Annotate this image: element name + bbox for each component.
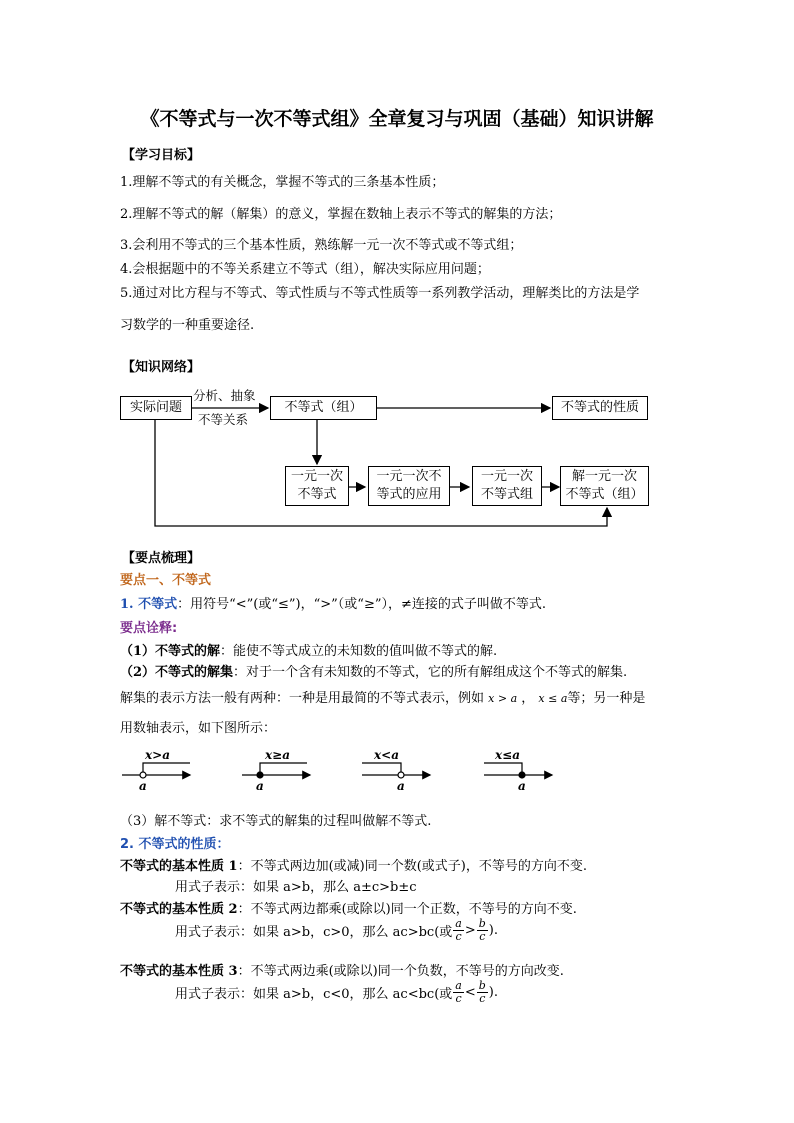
- prop2-text: ：不等式两边都乘(或除以)同一个正数，不等号的方向不变.: [237, 902, 577, 917]
- prop2-line: [120, 898, 577, 917]
- numberline-label-lt: x<a: [374, 748, 399, 762]
- box-linear-inequality-line1: 一元一次: [290, 469, 343, 484]
- page-title: 《不等式与一次不等式组》全章复习与巩固（基础）知识讲解: [140, 108, 654, 130]
- network-heading: 【知识网络】: [122, 360, 201, 375]
- numberline-point-ge: a: [256, 779, 264, 793]
- e2-text: ：对于一个含有未知数的不等式，它的所有解组成这个不等式的解集.: [233, 665, 628, 680]
- objective-5-cont: 习数学的一种重要途径.: [120, 318, 255, 333]
- prop2-formula-text: 用式子表示：如果 a>b，c>0，那么 ac>bc(或: [175, 925, 453, 940]
- e3-line: [120, 810, 431, 829]
- point1-title: 要点一、不等式: [120, 573, 212, 588]
- numberline-point-le: a: [518, 779, 526, 793]
- box-system-line2: 不等式组: [480, 487, 533, 502]
- numberline-label-gt: x>a: [145, 748, 170, 762]
- e2-line: [120, 661, 627, 680]
- e3-label: （3）解不等式: [120, 814, 207, 829]
- e2-example-2: x ≤ a: [538, 692, 568, 705]
- box-solve: [560, 466, 649, 506]
- objectives-heading: 【学习目标】: [122, 148, 201, 163]
- arrow-label-relation: 不等关系: [198, 412, 249, 427]
- prop3-text: ：不等式两边乘(或除以)同一个负数，不等号的方向改变.: [237, 964, 564, 979]
- numberline-le: [484, 763, 552, 778]
- prop1-text: ：不等式两边加(或减)同一个数(或式子)，不等号的方向不变.: [237, 859, 587, 874]
- p1-text: ：用符号“<”(或“≤”)，“>”（或“≥”），≠连接的式子叫做不等式.: [177, 597, 547, 612]
- explain-label: 要点诠释:: [120, 621, 178, 636]
- box-real-problem: 实际问题: [120, 396, 192, 420]
- prop2-frac-a-num: a: [455, 917, 462, 930]
- e2-line2-a: 解集的表示方法一般有两种：一种是用最简的不等式表示，例如: [120, 691, 485, 706]
- prop2-formula: [175, 918, 498, 943]
- box-properties: 不等式的性质: [552, 396, 648, 420]
- prop3-label: 不等式的基本性质 3: [120, 964, 238, 979]
- numberline-point-lt: a: [397, 779, 405, 793]
- prop3-frac-a: [453, 980, 464, 1005]
- prop2-frac-a: [453, 918, 464, 943]
- numberline-label-ge: x≥a: [265, 748, 290, 762]
- e2-line2: 解集的表示方法一般有两种：一种是用最简的不等式表示，例如 x > a ， x ≤ a等；另一种是: [120, 691, 646, 706]
- objective-4: 4.会根据题中的不等关系建立不等式（组），解决实际应用问题；: [120, 262, 490, 277]
- box-application-line1: 一元一次不: [376, 469, 442, 484]
- prop3-frac-b: [477, 980, 488, 1005]
- prop3-op: <: [464, 985, 476, 1000]
- prop1-line: [120, 855, 587, 874]
- arrow-label-analyze: 分析、抽象: [193, 388, 256, 403]
- box-solve-line2: 不等式（组）: [565, 487, 644, 502]
- prop2-frac-b: [477, 918, 488, 943]
- box-linear-inequality: [285, 466, 349, 506]
- box-application-line2: 等式的应用: [376, 487, 442, 502]
- p1-line: [120, 593, 546, 612]
- prop3-frac-a-num: a: [455, 979, 462, 992]
- objective-3: 3.会利用不等式的三个基本性质，熟练解一元一次不等式或不等式组；: [120, 238, 523, 253]
- prop2-frac-a-den: c: [455, 930, 462, 943]
- objective-5: 5.通过对比方程与不等式、等式性质与不等式性质等一系列教学活动，理解类比的方法是学: [120, 286, 640, 301]
- prop2-tail: ).: [488, 923, 499, 938]
- e1-text: ：能使不等式成立的未知数的值叫做不等式的解.: [220, 644, 498, 659]
- box-application: [368, 466, 450, 506]
- prop1-formula: 用式子表示：如果 a>b，那么 a±c>b±c: [175, 880, 417, 895]
- box-solve-line1: 解一元一次: [571, 469, 637, 484]
- box-system-line1: 一元一次: [480, 469, 533, 484]
- prop3-frac-a-den: c: [455, 992, 462, 1005]
- e1-line: [120, 640, 497, 659]
- box-system: [472, 466, 542, 506]
- prop2-frac-b-num: b: [478, 917, 486, 930]
- prop2-op: >: [464, 923, 476, 938]
- p2-title: 2. 不等式的性质：: [120, 837, 230, 852]
- prop3-formula: [175, 980, 498, 1005]
- numberline-ge: [242, 763, 310, 778]
- prop3-line: [120, 960, 564, 979]
- prop3-tail: ).: [488, 985, 499, 1000]
- prop1-label: 不等式的基本性质 1: [120, 859, 238, 874]
- keypoints-heading: 【要点梳理】: [122, 551, 201, 566]
- box-linear-inequality-line2: 不等式: [297, 487, 337, 502]
- prop2-frac-b-den: c: [479, 930, 486, 943]
- prop3-formula-text: 用式子表示：如果 a>b，c<0，那么 ac<bc(或: [175, 987, 453, 1002]
- objective-1: 1.理解不等式的有关概念，掌握不等式的三条基本性质；: [120, 175, 445, 190]
- prop3-frac-b-num: b: [478, 979, 486, 992]
- objective-2: 2.理解不等式的解（解集）的意义，掌握在数轴上表示不等式的解集的方法；: [120, 207, 562, 222]
- e2-example-1: x > a: [488, 692, 518, 705]
- e1-label: （1）不等式的解: [120, 644, 221, 659]
- prop2-label: 不等式的基本性质 2: [120, 902, 238, 917]
- numberline-lt: [362, 763, 430, 778]
- e2-line2-b: 等；另一种是: [567, 691, 646, 706]
- e2-label: （2）不等式的解集: [120, 665, 234, 680]
- numberline-gt: [122, 763, 190, 778]
- e2-line3: 用数轴表示，如下图所示：: [120, 721, 277, 736]
- p1-label: 1. 不等式: [120, 597, 178, 612]
- numberline-point-gt: a: [139, 779, 147, 793]
- numberline-label-le: x≤a: [495, 748, 520, 762]
- box-inequality-group: 不等式（组）: [270, 396, 377, 420]
- prop3-frac-b-den: c: [479, 992, 486, 1005]
- e3-text: ：求不等式的解集的过程叫做解不等式.: [206, 814, 432, 829]
